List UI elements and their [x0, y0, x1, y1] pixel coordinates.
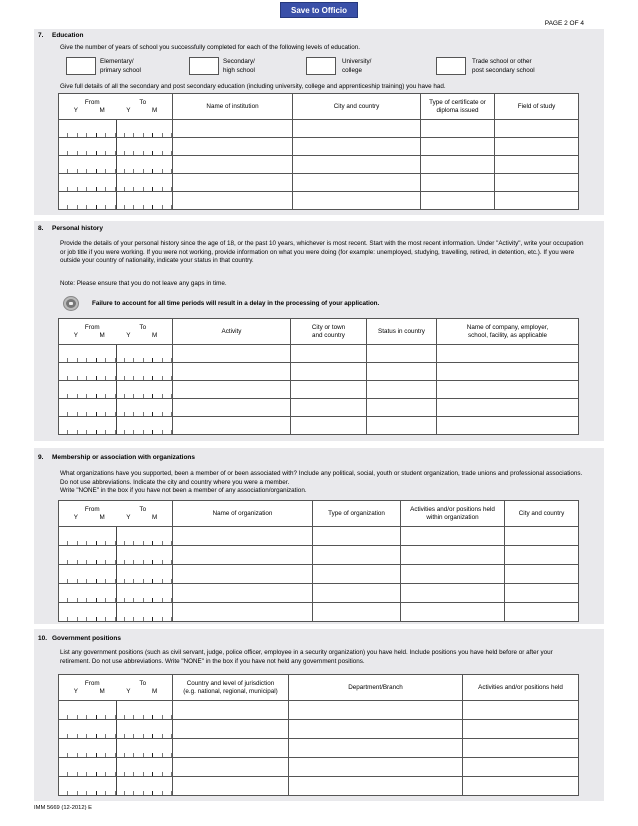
table-cell-input[interactable] [421, 192, 495, 210]
certificate-header: Type of certificate or diploma issued [421, 94, 495, 120]
table-cell-input[interactable] [367, 345, 437, 363]
table-cell-input[interactable] [437, 417, 579, 435]
table-cell-input[interactable] [437, 399, 579, 417]
table-cell-input[interactable] [495, 120, 579, 138]
date-range-input[interactable] [59, 381, 173, 399]
table-cell-input[interactable] [313, 565, 401, 584]
table-cell-input[interactable] [173, 758, 289, 777]
personal-history-rows [59, 345, 579, 435]
table-cell-input[interactable] [173, 527, 313, 546]
table-cell-input[interactable] [495, 174, 579, 192]
table-cell-input[interactable] [463, 758, 579, 777]
date-range-input[interactable] [59, 417, 173, 435]
secondary-label: Secondary/ high school [223, 58, 255, 74]
table-cell-input[interactable] [505, 527, 579, 546]
date-range-input[interactable] [59, 138, 173, 156]
table-cell-input[interactable] [173, 720, 289, 739]
table-cell-input[interactable] [463, 720, 579, 739]
save-to-officio-button[interactable]: Save to Officio [280, 2, 358, 18]
table-cell-input[interactable] [463, 701, 579, 720]
field-header: Field of study [495, 94, 579, 120]
table-cell-input[interactable] [293, 138, 421, 156]
table-cell-input[interactable] [367, 417, 437, 435]
table-cell-input[interactable] [173, 603, 313, 622]
table-cell-input[interactable] [401, 527, 505, 546]
trade-school-years-input[interactable] [436, 57, 466, 75]
table-row [59, 345, 579, 363]
date-range-input[interactable] [59, 739, 173, 758]
date-range-input[interactable] [59, 120, 173, 138]
table-cell-input[interactable] [293, 174, 421, 192]
table-cell-input[interactable] [401, 565, 505, 584]
date-range-header: From To Y M Y M [59, 319, 173, 345]
table-cell-input[interactable] [495, 192, 579, 210]
warning-banner [64, 297, 379, 310]
table-row [59, 192, 579, 210]
date-range-input[interactable] [59, 565, 173, 584]
table-row [59, 156, 579, 174]
table-cell-input[interactable] [293, 156, 421, 174]
membership-paragraph: What organizations have you supported, been a member of or been associated with? Include any political, social, youth or student organization, trade unions and professional associations. Do not use abbreviations. Indicate the city and country where you were a member. [60, 470, 583, 486]
date-range-input[interactable] [59, 584, 173, 603]
table-row [59, 603, 579, 622]
table-cell-input[interactable] [291, 417, 367, 435]
form-code: IMM 5669 (12-2012) E [34, 805, 92, 811]
table-cell-input[interactable] [289, 777, 463, 796]
activity-header: Activity [173, 319, 291, 345]
table-cell-input[interactable] [173, 120, 293, 138]
personal-history-table [58, 318, 579, 435]
table-cell-input[interactable] [495, 156, 579, 174]
table-cell-input[interactable] [367, 363, 437, 381]
table-cell-input[interactable] [293, 120, 421, 138]
organization-name-header: Name of organization [173, 501, 313, 527]
jurisdiction-header: Country and level of jurisdiction (e.g. national, regional, municipal) [173, 675, 289, 701]
table-cell-input[interactable] [289, 701, 463, 720]
date-range-input[interactable] [59, 363, 173, 381]
table-row [59, 363, 579, 381]
table-cell-input[interactable] [367, 399, 437, 417]
table-row [59, 720, 579, 739]
elementary-years-input[interactable] [66, 57, 96, 75]
table-cell-input[interactable] [421, 156, 495, 174]
warning-text: Failure to account for all time periods will result in a delay in the processing of your application. [92, 300, 380, 307]
membership-table [58, 500, 579, 622]
table-cell-input[interactable] [173, 192, 293, 210]
date-range-header: From To Y M Y M [59, 94, 173, 120]
date-range-input[interactable] [59, 777, 173, 796]
membership-heading: 9. Membership or association with organizations [38, 454, 196, 461]
activities-header: Activities and/or positions held [463, 675, 579, 701]
education-details-instruction: Give full details of all the secondary and post secondary education (including university, college and apprenticeship training) you have had. [60, 83, 446, 90]
table-cell-input[interactable] [505, 584, 579, 603]
elementary-label: Elementary/ primary school [100, 58, 141, 74]
date-range-input[interactable] [59, 546, 173, 565]
date-range-input[interactable] [59, 527, 173, 546]
activities-header: Activities and/or positions held within organization [401, 501, 505, 527]
institution-header: Name of institution [173, 94, 293, 120]
table-cell-input[interactable] [495, 138, 579, 156]
status-header: Status in country [367, 319, 437, 345]
education-rows [59, 120, 579, 210]
personal-history-paragraph: Provide the details of your personal history since the age of 18, or the past 10 years, whichever is most recent. Start with the most recent information. Under "Activity", write your occupation or job title if you were working. If you were not working, provide information on what you were doing (for example: unemployed, studying, travelling, retired, in detention, etc.). If you were outside your country of nationality, indicate your status in that country. [60, 240, 584, 265]
table-cell-input[interactable] [437, 363, 579, 381]
table-cell-input[interactable] [313, 546, 401, 565]
education-instruction: Give the number of years of school you successfully completed for each of the following levels of education. [60, 44, 360, 51]
city-header: City and country [505, 501, 579, 527]
table-cell-input[interactable] [463, 777, 579, 796]
table-row [59, 777, 579, 796]
university-years-input[interactable] [306, 57, 336, 75]
table-cell-input[interactable] [289, 720, 463, 739]
date-range-header: From To Y M Y M [59, 501, 173, 527]
table-cell-input[interactable] [173, 417, 291, 435]
table-cell-input[interactable] [401, 584, 505, 603]
organization-type-header: Type of organization [313, 501, 401, 527]
table-cell-input[interactable] [173, 565, 313, 584]
table-row [59, 138, 579, 156]
government-heading: 10. Government positions [38, 635, 121, 642]
date-range-input[interactable] [59, 758, 173, 777]
table-cell-input[interactable] [173, 701, 289, 720]
table-cell-input[interactable] [437, 345, 579, 363]
secondary-years-input[interactable] [189, 57, 219, 75]
table-cell-input[interactable] [421, 174, 495, 192]
membership-rows [59, 527, 579, 622]
table-row [59, 417, 579, 435]
table-cell-input[interactable] [173, 584, 313, 603]
table-cell-input[interactable] [463, 739, 579, 758]
membership-note: Write "NONE" in the box if you have not been a member of any association/organization. [60, 487, 307, 494]
date-range-input[interactable] [59, 174, 173, 192]
date-range-input[interactable] [59, 701, 173, 720]
department-header: Department/Branch [289, 675, 463, 701]
government-rows [59, 701, 579, 796]
city-header: City or town and country [291, 319, 367, 345]
table-row [59, 584, 579, 603]
table-cell-input[interactable] [421, 138, 495, 156]
date-range-input[interactable] [59, 399, 173, 417]
table-cell-input[interactable] [401, 603, 505, 622]
trade-school-label: Trade school or other post secondary school [472, 58, 535, 74]
table-cell-input[interactable] [367, 381, 437, 399]
table-row [59, 381, 579, 399]
table-cell-input[interactable] [289, 758, 463, 777]
table-cell-input[interactable] [173, 546, 313, 565]
city-header: City and country [293, 94, 421, 120]
table-cell-input[interactable] [173, 381, 291, 399]
table-cell-input[interactable] [173, 138, 293, 156]
table-cell-input[interactable] [401, 546, 505, 565]
table-cell-input[interactable] [313, 527, 401, 546]
table-row [59, 701, 579, 720]
table-cell-input[interactable] [173, 777, 289, 796]
table-cell-input[interactable] [421, 120, 495, 138]
alert-icon [64, 297, 78, 310]
table-row [59, 546, 579, 565]
employer-header: Name of company, employer, school, facility, as applicable [437, 319, 579, 345]
table-cell-input[interactable] [293, 192, 421, 210]
table-cell-input[interactable] [505, 565, 579, 584]
personal-history-note: Note: Please ensure that you do not leave any gaps in time. [60, 280, 227, 287]
table-cell-input[interactable] [289, 739, 463, 758]
education-table [58, 93, 579, 210]
table-cell-input[interactable] [505, 546, 579, 565]
date-range-input[interactable] [59, 192, 173, 210]
table-cell-input[interactable] [173, 345, 291, 363]
date-range-input[interactable] [59, 720, 173, 739]
date-range-header: From To Y M Y M [59, 675, 173, 701]
table-cell-input[interactable] [173, 156, 293, 174]
table-cell-input[interactable] [437, 381, 579, 399]
table-cell-input[interactable] [291, 363, 367, 381]
table-cell-input[interactable] [291, 345, 367, 363]
table-cell-input[interactable] [291, 399, 367, 417]
table-cell-input[interactable] [313, 603, 401, 622]
table-row [59, 399, 579, 417]
table-cell-input[interactable] [291, 381, 367, 399]
table-row [59, 565, 579, 584]
table-cell-input[interactable] [173, 363, 291, 381]
table-row [59, 120, 579, 138]
date-range-input[interactable] [59, 156, 173, 174]
personal-history-heading: 8. Personal history [38, 225, 103, 232]
table-row [59, 527, 579, 546]
table-cell-input[interactable] [173, 174, 293, 192]
date-range-input[interactable] [59, 603, 173, 622]
education-heading: 7. Education [38, 32, 84, 39]
date-range-input[interactable] [59, 345, 173, 363]
table-row [59, 739, 579, 758]
table-row [59, 174, 579, 192]
table-cell-input[interactable] [505, 603, 579, 622]
table-row [59, 758, 579, 777]
government-paragraph: List any government positions (such as civil servant, judge, police officer, employee in a security organization) you have held. Include positions you have held before or after your retirement. Do not use abbreviations. Write "NONE" in the box if you have not held any government positions. [60, 649, 553, 665]
government-table [58, 674, 579, 796]
table-cell-input[interactable] [173, 399, 291, 417]
education-levels [34, 57, 600, 77]
page-number: PAGE 2 OF 4 [544, 20, 584, 27]
table-cell-input[interactable] [313, 584, 401, 603]
university-label: University/ college [342, 58, 372, 74]
table-cell-input[interactable] [173, 739, 289, 758]
